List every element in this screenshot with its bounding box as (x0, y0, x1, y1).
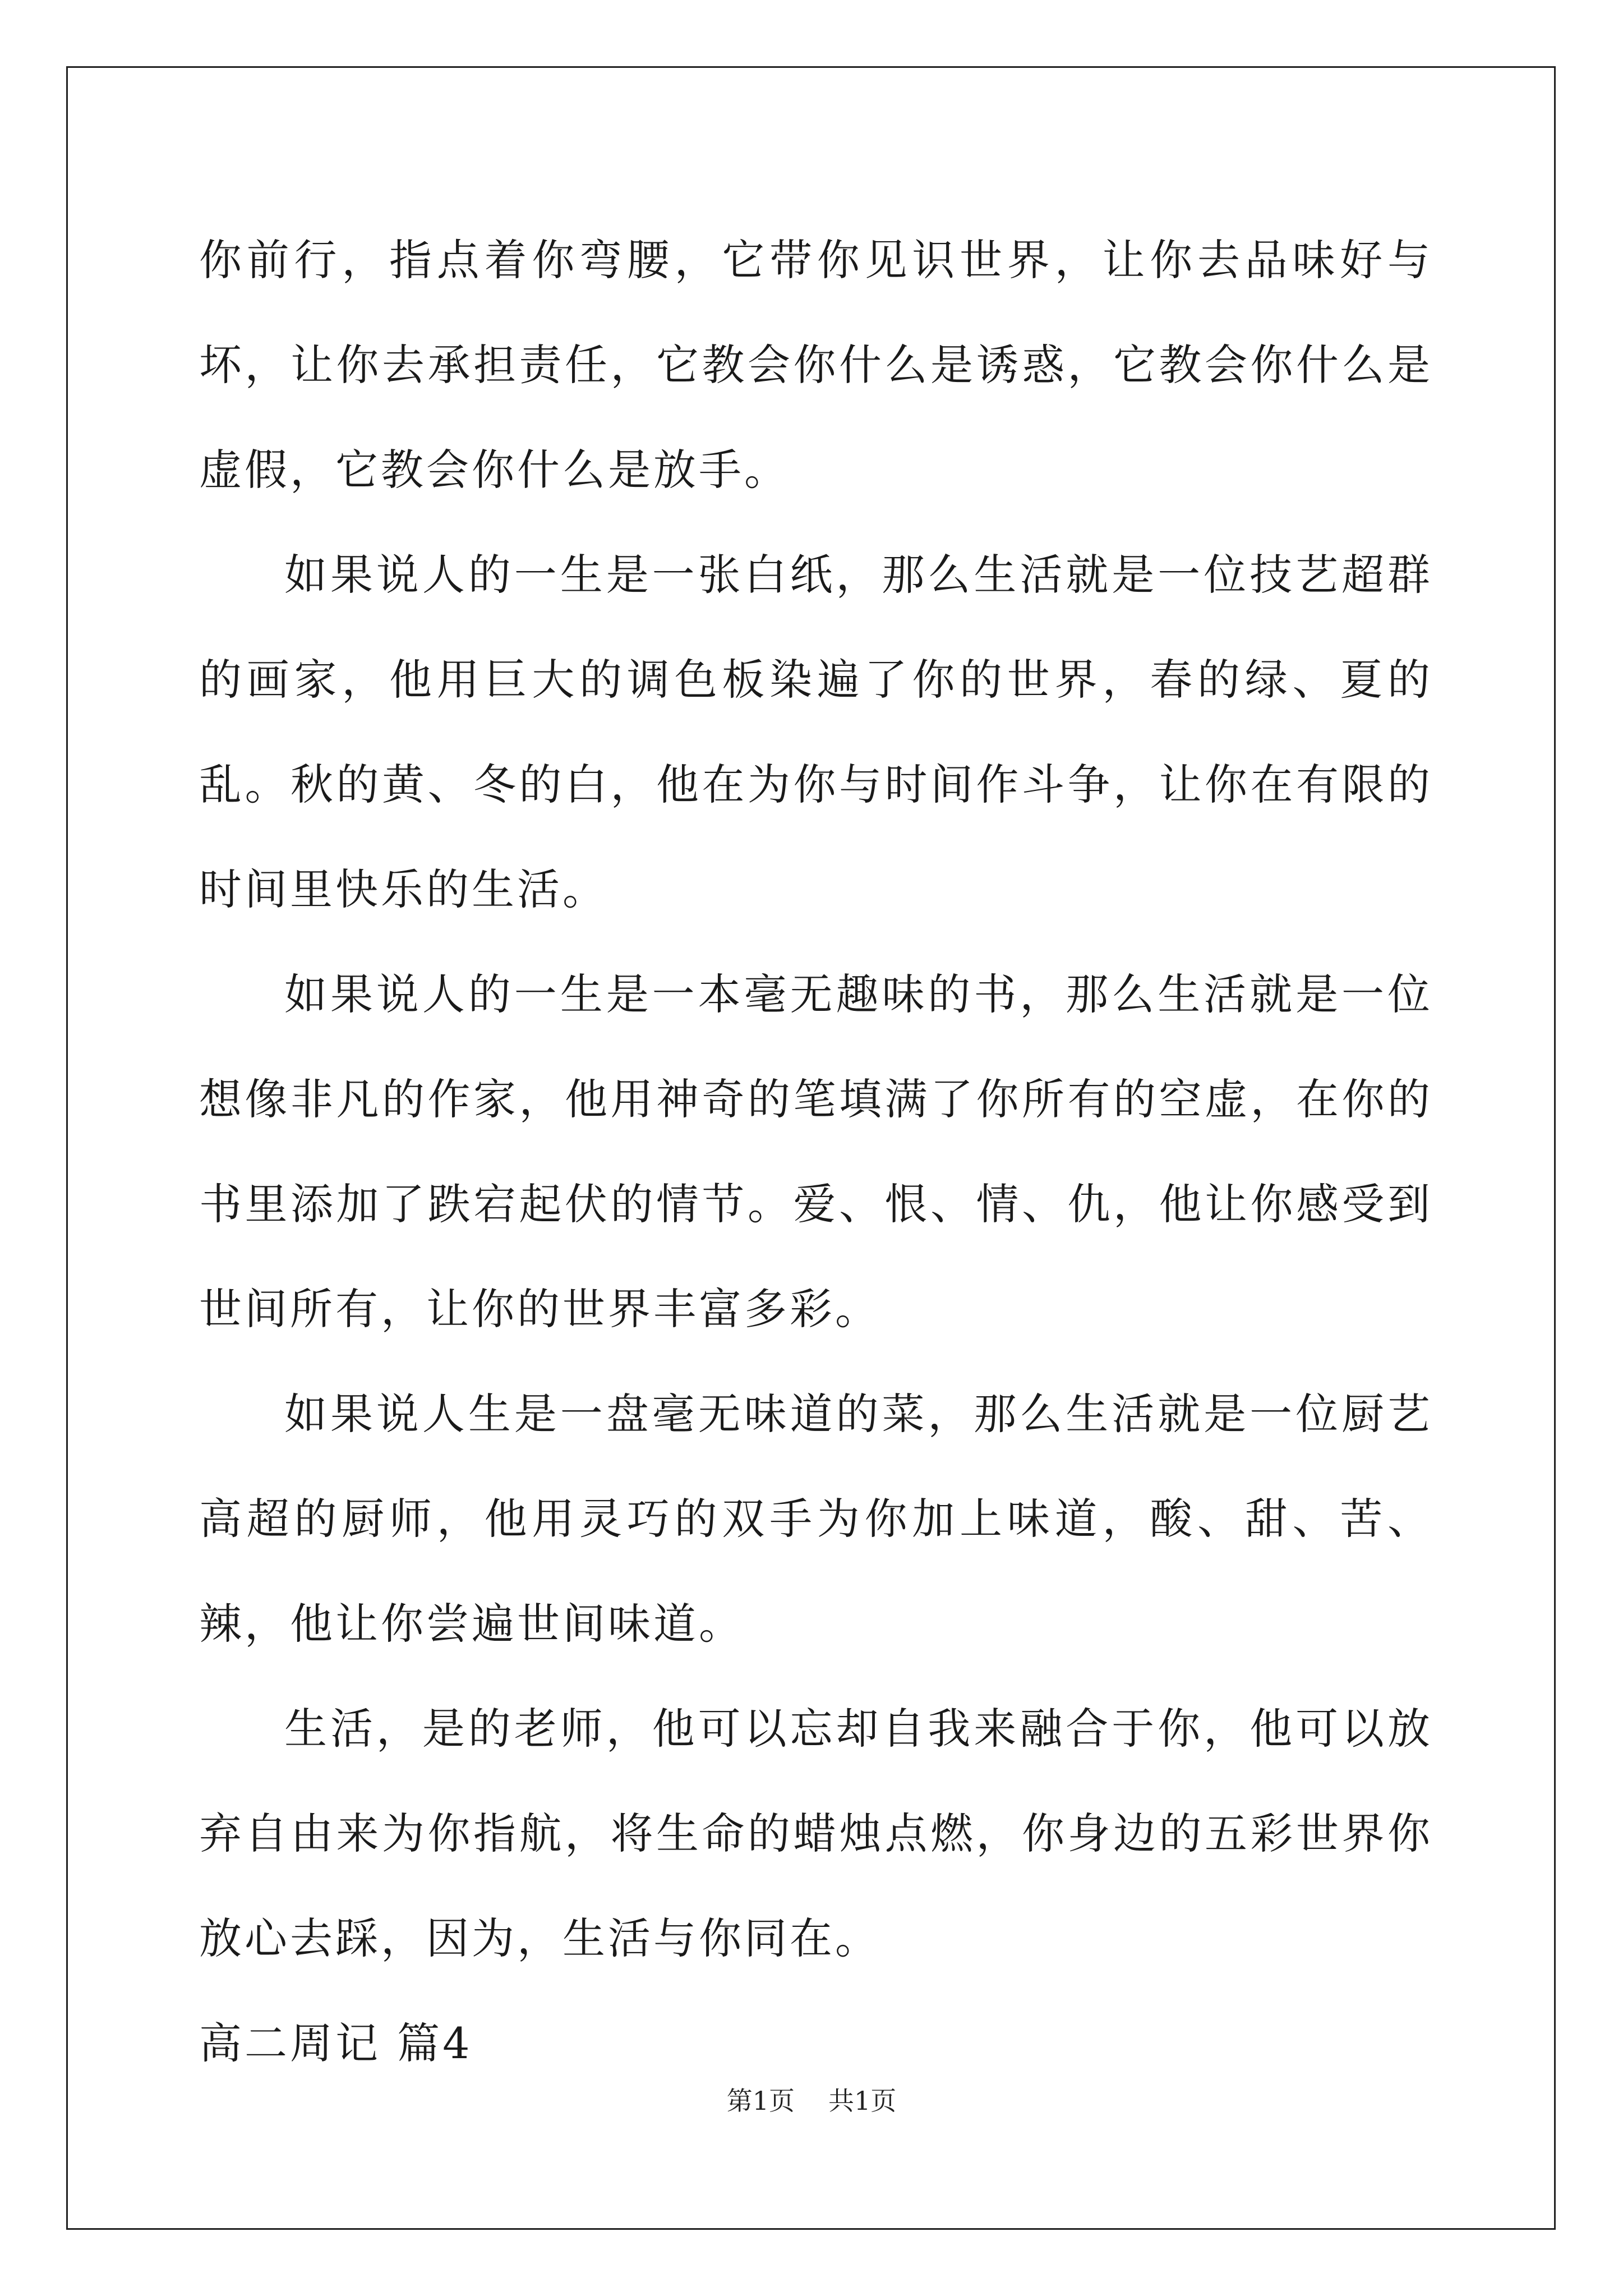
paragraph-4: 如果说人生是一盘毫无味道的菜，那么生活就是一位厨艺高超的厨师，他用灵巧的双手为你加上味道，酸、甜、苦、辣，他让你尝遍世间味道。 (199, 1389, 1433, 1649)
document-body (199, 208, 1433, 2096)
page-total: 共1页 (828, 2086, 897, 2116)
paragraph-5: 生活，是的老师，他可以忘却自我来融合于你，他可以放弃自由来为你指航，将生命的蜡烛点燃，你身边的五彩世界你放心去踩，因为，生活与你同在。 (199, 1704, 1433, 1963)
page-number: 第1页 (726, 2086, 795, 2116)
page-footer (0, 2084, 1623, 2118)
paragraph-1: 你前行，指点着你弯腰，它带你见识世界，让你去品味好与坏，让你去承担责任，它教会你什么是诱惑，它教会你什么是虚假，它教会你什么是放手。 (199, 235, 1433, 495)
paragraph-2: 如果说人的一生是一张白纸，那么生活就是一位技艺超群的画家，他用巨大的调色板染遍了你的世界，春的绿、夏的乱。秋的黄、冬的白，他在为你与时间作斗争，让你在有限的时间里快乐的生活。 (199, 550, 1433, 914)
section-heading: 高二周记 篇4 (199, 2018, 473, 2068)
paragraph-3: 如果说人的一生是一本毫无趣味的书，那么生活就是一位想像非凡的作家，他用神奇的笔填满了你所有的空虚，在你的书里添加了跌宕起伏的情节。爱、恨、情、仇，他让你感受到世间所有，让你的世界丰富多彩。 (199, 969, 1433, 1334)
